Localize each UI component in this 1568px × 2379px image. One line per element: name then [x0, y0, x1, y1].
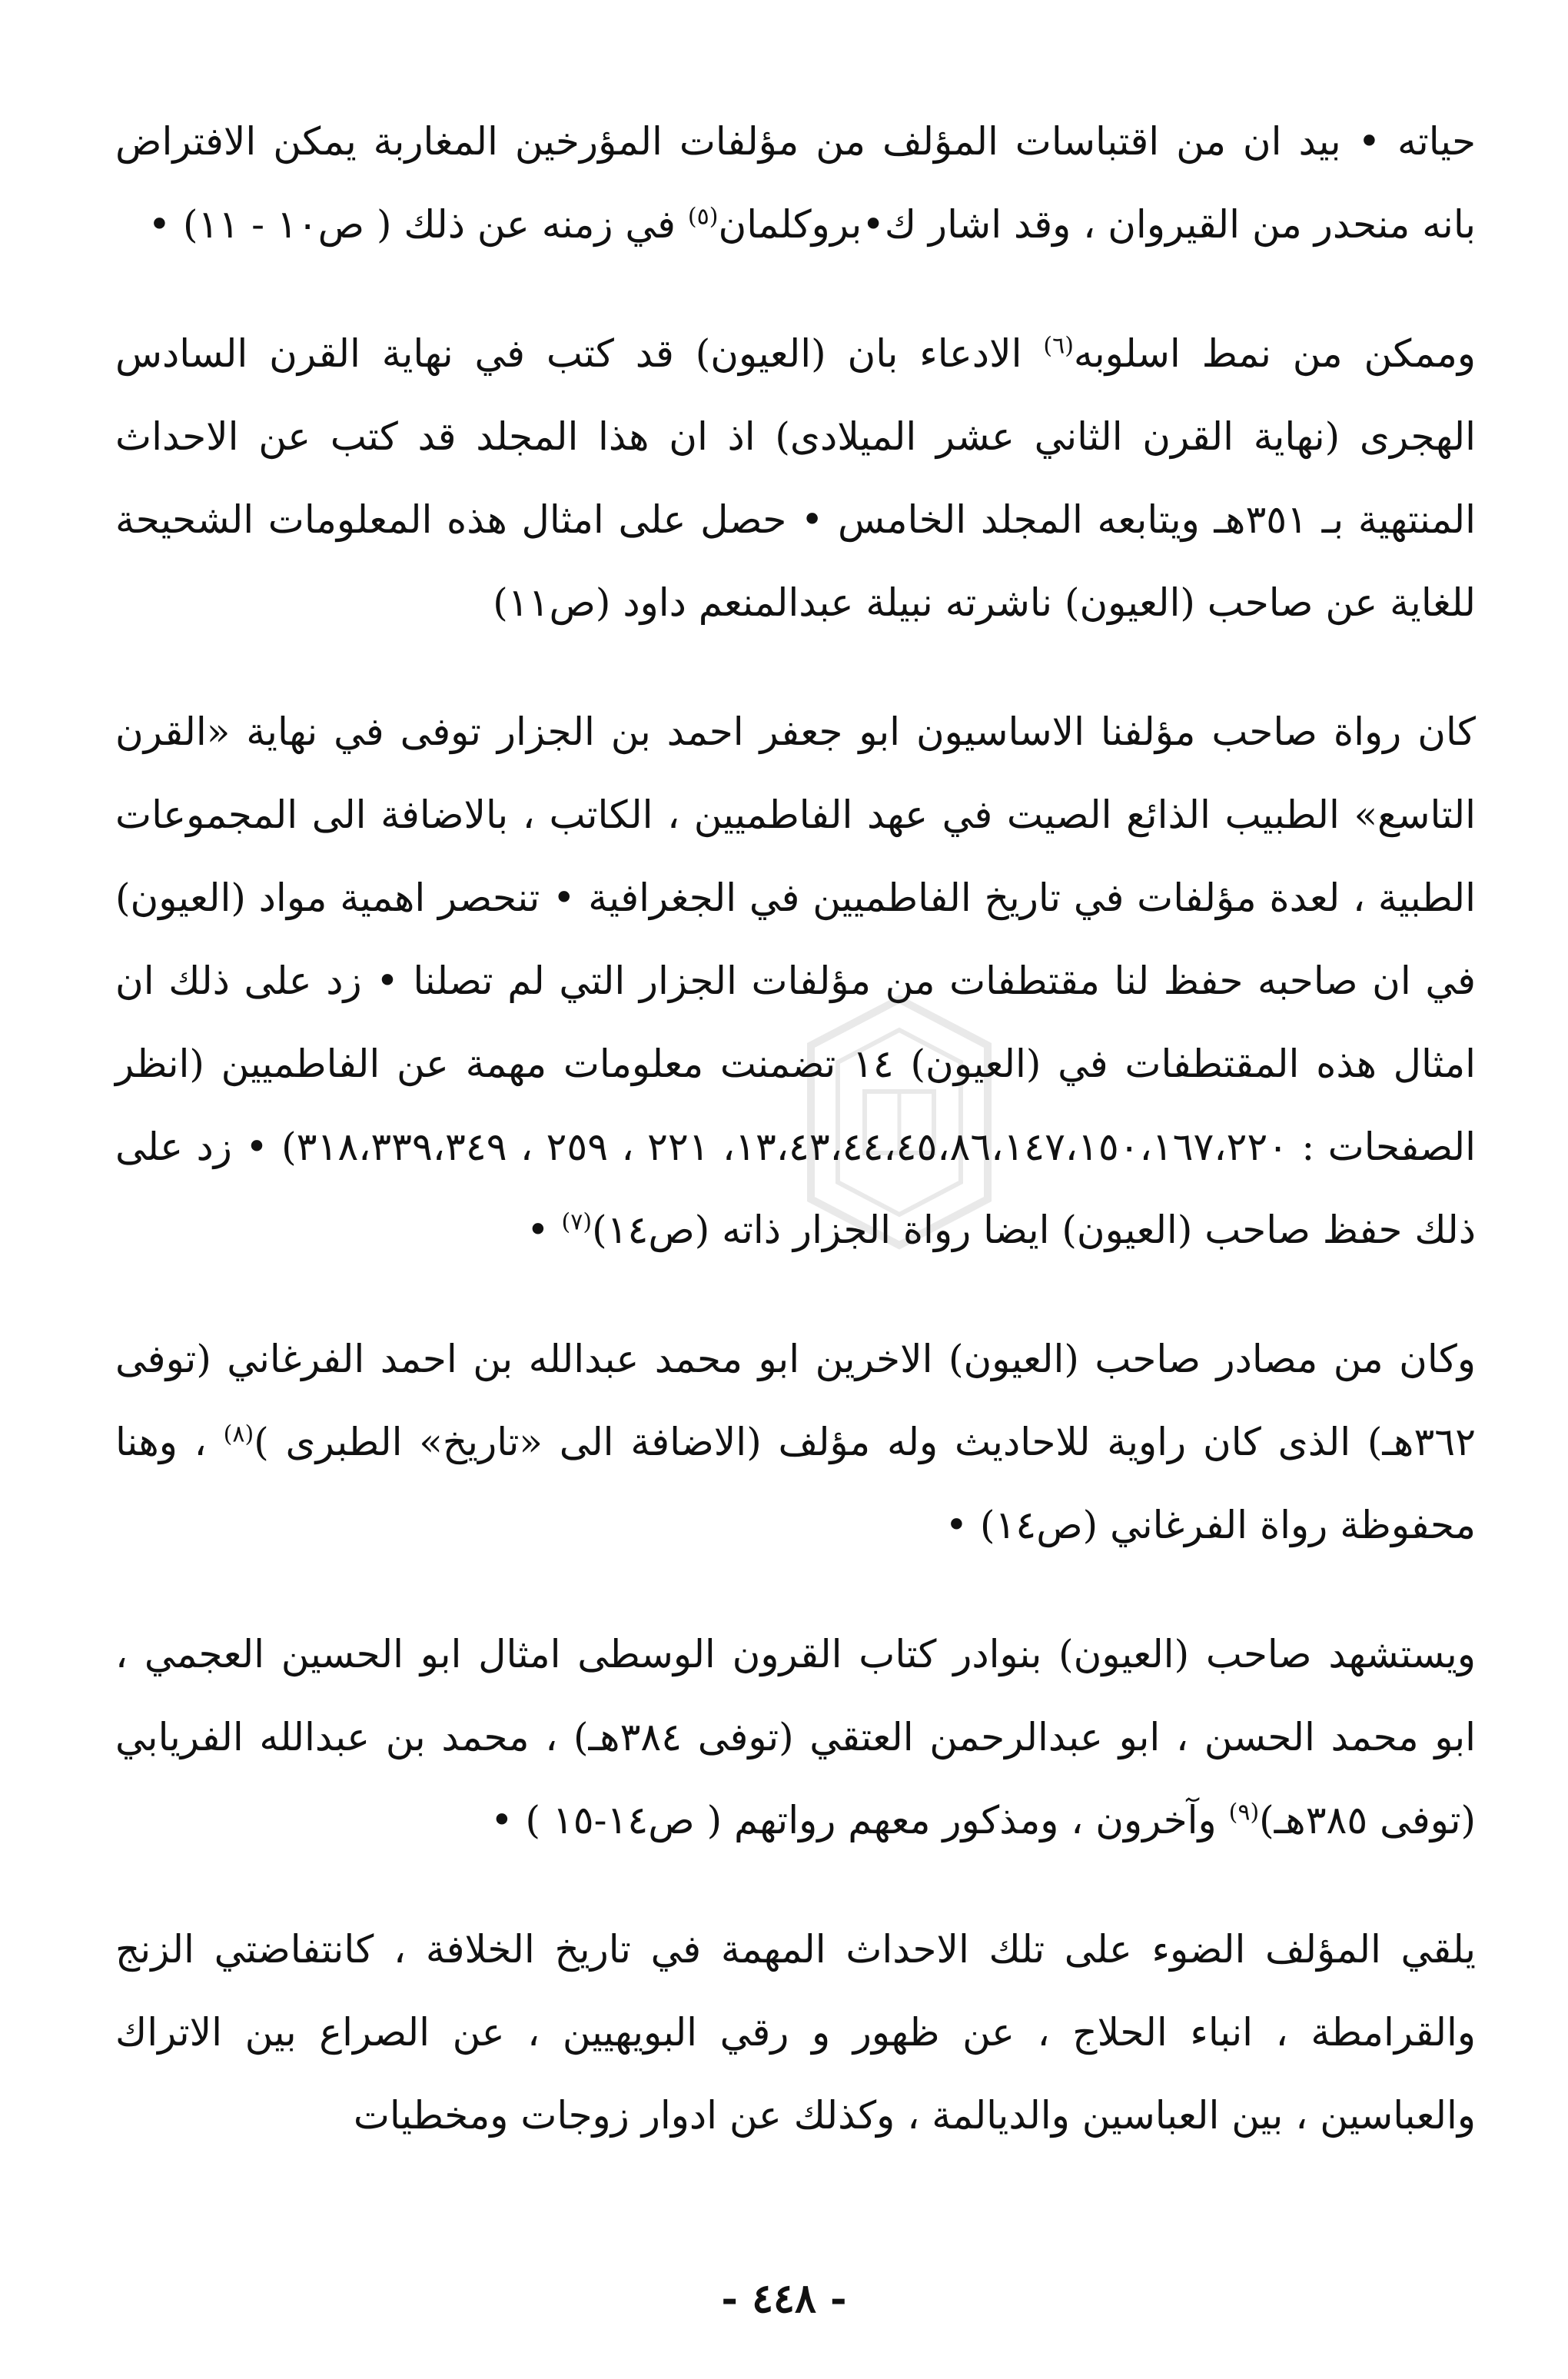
- paragraph-2-text: وممكن من نمط اسلوبه: [1073, 331, 1476, 376]
- footnote-marker-9: (٩): [1228, 1799, 1260, 1826]
- paragraph-3-text: كان رواة صاحب مؤلفنا الاساسيون ابو جعفر احمد بن الجزار توفى في نهاية «القرن التاسع» الطبيب الذائع الصيت في عهد الفاطميين ، الكاتب ، بالاضافة الى المجموعات الطبية ، لعدة مؤلفات في تاريخ الفاطميين في الجغرافية • تنحصر اهمية مواد (العيون) في ان صاحبه حفظ لنا مقتطفات من مؤلفات الجزار التي لم تصلنا • زد على ذلك ان امثال هذه المقتطفات في (العيون) ١٤ تضمنت معلومات مهمة عن الفاطميين (انظر الصفحات : ١٣،٤٣،٤٤،٤٥،٨٦،١٤٧،١٥٠،١٦٧،٢٢٠، ٢٢١ ، ٢٥٩ ، ٣١٨،٣٣٩،٣٤٩) • زد على ذلك حفظ صاحب (العيون) ايضا رواة الجزار ذاته (ص١٤): [115, 709, 1477, 1252]
- paragraph-1-text-continued: في زمنه عن ذلك ( ص١٠ - ١١) •: [148, 202, 688, 247]
- paragraph-4-text-continued: ، وهنا محفوظة رواة الفرغاني (ص١٤) •: [115, 1420, 1476, 1547]
- paragraph-1-text: حياته • بيد ان من اقتباسات المؤلف من مؤلفات المؤرخين المغاربة يمكن الافتراض بانه منحدر من القيروان ، وقد اشار ك•بروكلمان: [115, 119, 1476, 247]
- paragraph-3: [115, 690, 1476, 1271]
- paragraph-2-text-continued: الادعاء بان (العيون) قد كتب في نهاية القرن السادس الهجرى (نهاية القرن الثاني عشر الميلادى) اذ ان هذا المجلد قد كتب عن الاحداث المنتهية بـ ٣٥١هـ ويتابعه المجلد الخامس • حصل على امثال هذه المعلومات الشحيحة للغاية عن صاحب (العيون) ناشرته نبيلة عبدالمنعم داود (ص١١): [115, 331, 1476, 625]
- paragraph-1: [115, 100, 1476, 266]
- paragraph-5-text: ويستشهد صاحب (العيون) بنوادر كتاب القرون الوسطى امثال ابو الحسين العجمي ، ابو محمد الحسن ، ابو عبدالرحمن العتقي (توفى ٣٨٤هـ) ، محمد بن عبدالله الفريابي (توفى ٣٨٥هـ): [115, 1632, 1477, 1842]
- paragraph-5-text-continued: وآخرون ، ومذكور معهم رواتهم ( ص١٤-١٥ ) •: [490, 1798, 1229, 1842]
- book-emblem-watermark-icon: [799, 992, 999, 1253]
- paragraph-5: [115, 1613, 1476, 1862]
- page-number: - ٤٤٨ -: [721, 2275, 847, 2322]
- paragraph-3-text-continued: •: [527, 1208, 562, 1252]
- paragraph-6-text: يلقي المؤلف الضوء على تلك الاحداث المهمة في تاريخ الخلافة ، كانتفاضتي الزنج والقرامطة ، انباء الحلاج ، عن ظهور و رقي البويهيين ، عن الصراع بين الاتراك والعباسين ، بين العباسين والديالمة ، وكذلك عن ادوار زوجات ومخطيات: [115, 1927, 1476, 2138]
- footnote-marker-5: (٥): [687, 203, 719, 231]
- paragraph-4: [115, 1317, 1476, 1567]
- paragraph-2: [115, 312, 1476, 644]
- footnote-marker-7: (٧): [561, 1208, 593, 1236]
- paragraph-4-text: وكان من مصادر صاحب (العيون) الاخرين ابو محمد عبدالله بن احمد الفرغاني (توفى ٣٦٢هـ) الذى كان راوية للاحاديث وله مؤلف (الاضافة الى «تاريخ» الطبرى ): [115, 1337, 1477, 1464]
- paragraph-6: [115, 1908, 1476, 2157]
- footnote-marker-8: (٨): [223, 1420, 254, 1448]
- footnote-marker-6: (٦): [1043, 332, 1074, 360]
